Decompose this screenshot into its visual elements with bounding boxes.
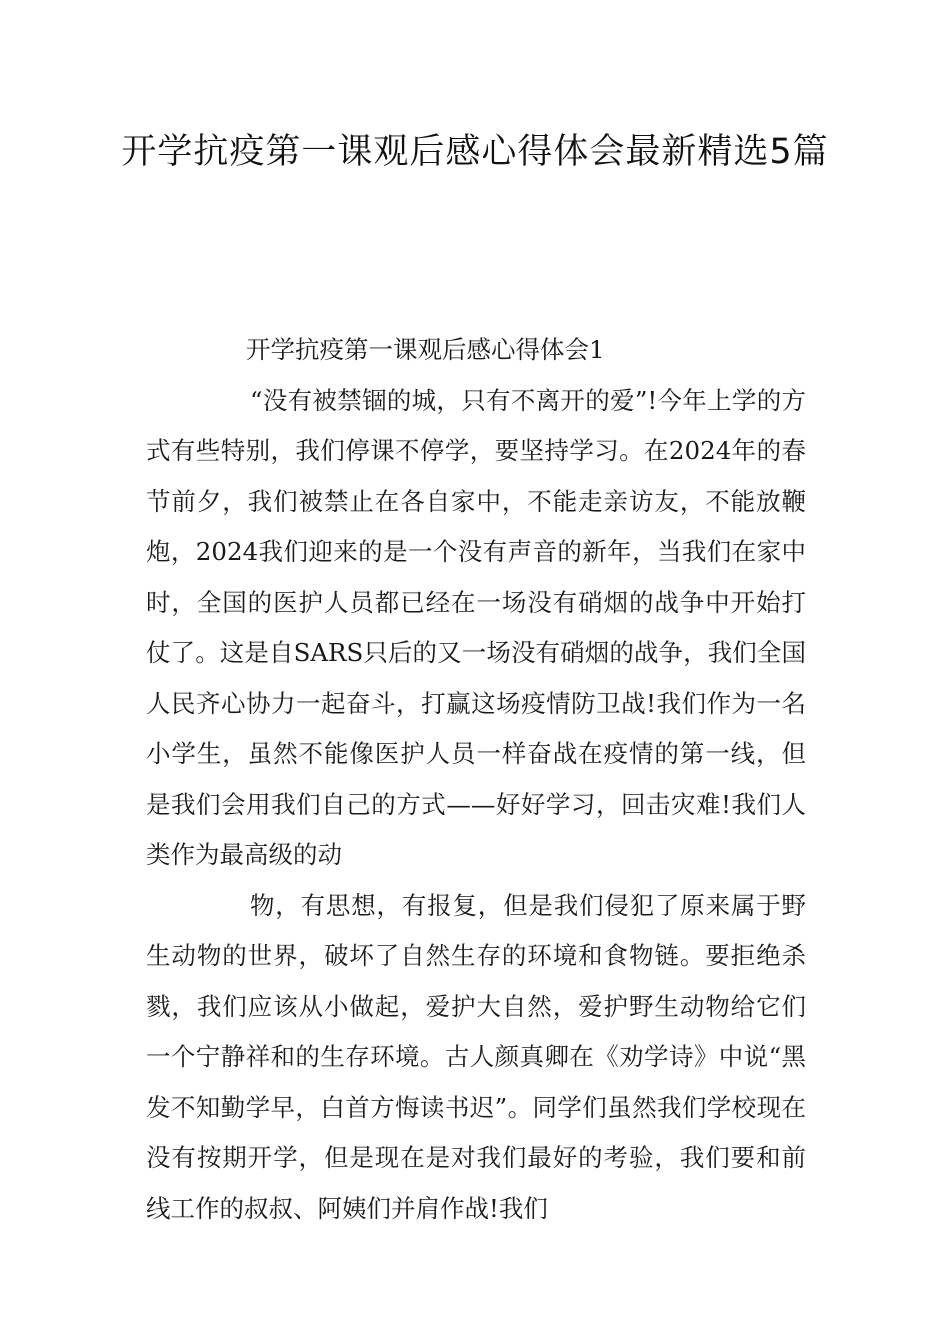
body-paragraph-1: “没有被禁锢的城，只有不离开的爱”!今年上学的方式有些特别，我们停课不停学，要坚持学习。在2024年的春节前夕，我们被禁止在各自家中，不能走亲访友，不能放鞭炮，2024我们迎来的是一个没有声音的新年，当我们在家中时，全国的医护人员都已经在一场没有硝烟的战争中开始打仗了。这是自SARS只后的又一场没有硝烟的战争，我们全国人民齐心协力一起奋斗，打赢这场疫情防卫战!我们作为一名小学生，虽然不能像医护人员一样奋战在疫情的第一线，但是我们会用我们自己的方式——好好学习，回击灾难!我们人类作为最高级的动 — [146, 385, 806, 869]
document-title: 开学抗疫第一课观后感心得体会最新精选5篇 — [121, 132, 829, 172]
body-paragraph-2: 物，有思想，有报复，但是我们侵犯了原来属于野生动物的世界，破坏了自然生存的环境和食物链。要拒绝杀戮，我们应该从小做起，爱护大自然，爱护野生动物给它们一个宁静祥和的生存环境。古人颜真卿在《劝学诗》中说“黑发不知勤学早，白首方悔读书迟”。同学们虽然我们学校现在没有按期开学，但是现在是对我们最好的考验，我们要和前线工作的叔叔、阿姨们并肩作战!我们 — [146, 890, 806, 1223]
section-heading: 开学抗疫第一课观后感心得体会1 — [246, 335, 605, 364]
document-body — [146, 325, 806, 1234]
